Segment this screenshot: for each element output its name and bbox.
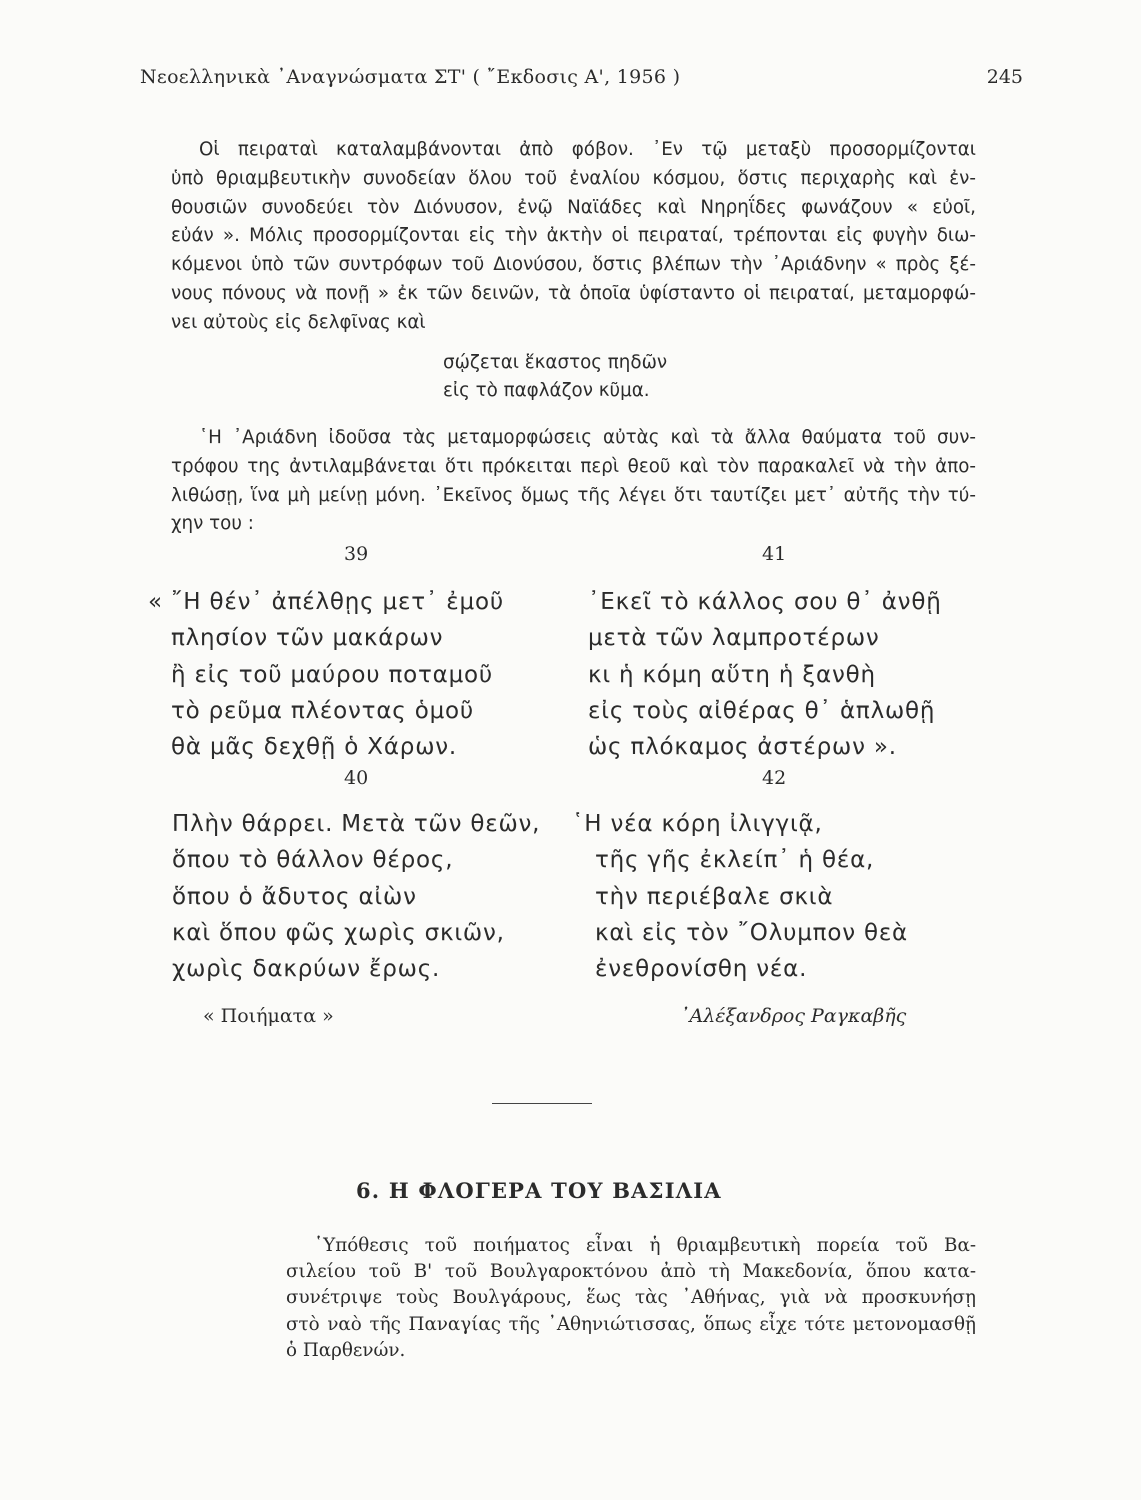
text-line: λιθώσῃ, ἵνα μὴ μείνῃ μόνη. ᾿Εκεῖνος ὅμως τῆς λέγει ὅτι ταυτίζει μετ᾿ αὐτῆς τὴν τύ- (171, 484, 976, 506)
stanza-number: 40 (344, 767, 369, 789)
verse-line: εἰς τοὺς αἰθέρας θ᾿ ἁπλωθῇ (588, 697, 936, 724)
verse-line: τῆς γῆς ἐκλείπ᾿ ἡ θέα, (595, 847, 875, 874)
verse-line: μετὰ τῶν λαμπροτέρων (588, 625, 880, 652)
running-title: Νεοελληνικὰ ᾿Αναγνώσματα ΣΤ' ( ῎Εκδοσις Α', 1956 ) (140, 66, 681, 88)
text-line: χην του : (171, 513, 254, 535)
text-line: συνέτριψε τοὺς Βουλγάρους, ἕως τὰς ᾿Αθήνας, γιὰ νὰ προσκυνήσῃ (286, 1287, 976, 1309)
verse-line: ᾿Εκεῖ τὸ κάλλος σου θ᾿ ἀνθῇ (588, 589, 942, 615)
verse-line: ἐνεθρονίσθη νέα. (595, 956, 808, 983)
text-line: ὁ Παρθενών. (286, 1339, 406, 1361)
intro-paragraph (171, 136, 976, 338)
text-line: ῾Η ᾿Αριάδνη ἰδοῦσα τὰς μεταμορφώσεις αὐτὰς καὶ τὰ ἄλλα θαύματα τοῦ συν- (199, 427, 976, 448)
author-name: ᾿Αλέξανδρος Ραγκαβῆς (680, 1005, 907, 1027)
text-line: κόμενοι ὑπὸ τῶν συντρόφων τοῦ Διονύσου, ὅστις βλέπων τὴν ᾿Αριάδνην « πρὸς ξέ- (171, 254, 976, 276)
text-line: εὐάν ». Μόλις προσορμίζονται εἰς τὴν ἀκτὴν οἱ πειραταί, τρέπονται εἰς φυγὴν διω- (171, 225, 976, 247)
verse-line: ὅπου ὁ ἄδυτος αἰὼν (172, 883, 417, 910)
verse-line: « ῎Η θέν᾿ ἀπέλθῃς μετ᾿ ἐμοῦ (148, 589, 504, 615)
verse-line: ὡς πλόκαμος ἀστέρων ». (588, 734, 897, 761)
verse-line: ἢ εἰς τοῦ μαύρου ποταμοῦ (171, 661, 493, 688)
verse-line: καὶ εἰς τὸν ῎Ολυμπον θεὰ (595, 919, 909, 946)
section-divider (492, 1103, 592, 1104)
verse-line: καὶ ὅπου φῶς χωρὶς σκιῶν, (172, 919, 505, 946)
verse-line: κι ἡ κόμη αὕτη ἡ ξανθὴ (588, 661, 876, 688)
verse-line: θὰ μᾶς δεχθῇ ὁ Χάρων. (171, 734, 458, 761)
stanza-number: 42 (762, 767, 787, 789)
text-line: ῾Υπόθεσις τοῦ ποιήματος εἶναι ἡ θριαμβευτικὴ πορεία τοῦ Βα- (314, 1235, 976, 1256)
verse-line: τὸ ρεῦμα πλέοντας ὁμοῦ (171, 697, 474, 724)
text-line: Οἱ πειραταὶ καταλαμβάνονται ἀπὸ φόβον. ᾿Εν τῷ μεταξὺ προσορμίζονται (199, 139, 976, 160)
stanza-39 (148, 584, 504, 765)
verse-line: τὴν περιέβαλε σκιὰ (595, 883, 834, 910)
stanza-41 (588, 584, 942, 765)
text-line: θουσιῶν συνοδεύει τὸν Διόνυσον, ἐνῷ Ναϊάδες καὶ Νηρηΐδες φωνάζουν « εὐοῖ, (171, 196, 976, 218)
stanza-number: 41 (762, 543, 787, 565)
stanza-number: 39 (344, 543, 369, 565)
text-line: νους πόνους νὰ πονῇ » ἐκ τῶν δεινῶν, τὰ ὁποῖα ὑφίσταντο οἱ πειραταί, μεταμορφώ- (171, 282, 976, 304)
text-line: στὸ ναὸ τῆς Παναγίας τῆς ᾿Αθηνιώτισσας, ὅπως εἶχε τότε μετονομασθῇ (286, 1313, 976, 1335)
page-number: 245 (986, 66, 1023, 88)
text-line: ὑπὸ θριαμβευτικὴν συνοδείαν ὅλου τοῦ ἐναλίου κόσμου, ὅστις περιχαρὴς καὶ ἐν- (171, 167, 976, 189)
stanza-40 (172, 806, 540, 987)
verse-line: Πλὴν θάρρει. Μετὰ τῶν θεῶν, (172, 811, 541, 837)
verse-line: εἰς τὸ παφλάζον κῦμα. (443, 379, 650, 401)
verse-line: ὅπου τὸ θάλλον θέρος, (172, 847, 454, 874)
verse-line: πλησίον τῶν μακάρων (171, 625, 444, 652)
text-line: νει αὐτοὺς εἰς δελφῖνας καὶ (171, 311, 426, 333)
page-header (140, 58, 1023, 92)
source-title: « Ποιήματα » (203, 1005, 334, 1027)
quoted-verse (443, 349, 667, 404)
verse-line: χωρὶς δακρύων ἔρως. (172, 956, 441, 983)
second-paragraph (171, 424, 976, 539)
text-line: σιλείου τοῦ Β' τοῦ Βουλγαροκτόνου ἀπὸ τὴ Μακεδονία, ὅπου κατα- (286, 1261, 976, 1283)
stanza-42 (572, 806, 908, 987)
verse-line: ῾Η νέα κόρη ἰλιγγιᾷ, (572, 811, 823, 837)
section-heading: 6. Η ΦΛΟΓΕΡΑ ΤΟΥ ΒΑΣΙΛΙΑ (356, 1178, 722, 1203)
section-summary (286, 1233, 976, 1364)
text-line: τρόφου της ἀντιλαμβάνεται ὅτι πρόκειται περὶ θεοῦ καὶ τὸν παρακαλεῖ νὰ τὴν ἀπο- (171, 455, 976, 477)
verse-line: σῴζεται ἕκαστος πηδῶν (443, 352, 668, 373)
